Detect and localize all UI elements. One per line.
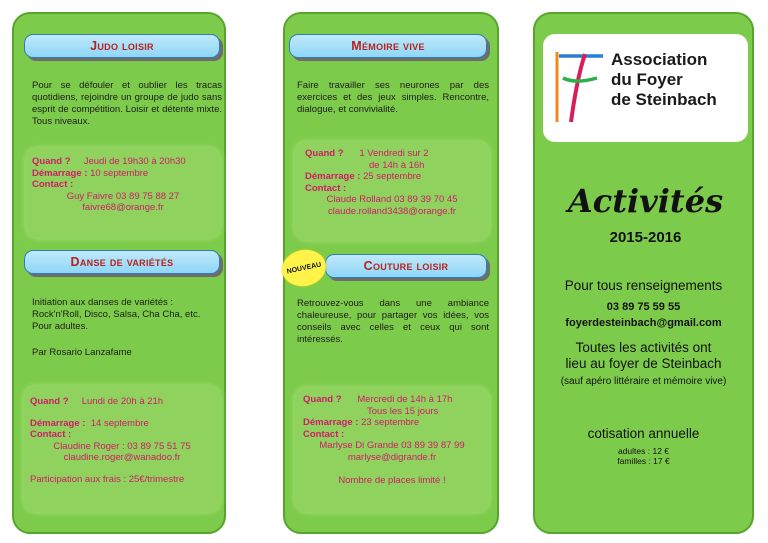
cover-title: Activités (567, 182, 724, 220)
danse-demarrage-value: 14 septembre (90, 417, 149, 429)
memoire-demarrage-label: Démarrage : (305, 171, 361, 182)
logo (543, 34, 748, 142)
couture-places: Nombre de places limité ! (338, 475, 446, 486)
judo-demarrage-value: 10 septembre (90, 167, 149, 179)
cotisation-title: cotisation annuelle (587, 426, 700, 441)
couture-demarrage-label: Démarrage : (303, 417, 359, 428)
judo-title-text: Judo loisir (90, 39, 154, 53)
couture-title-text: Couture loisir (363, 259, 449, 273)
couture-contact-label: Contact : (303, 428, 345, 440)
cover-years: 2015-2016 (609, 229, 682, 246)
cotisation-details (535, 446, 752, 466)
judo-info-box (26, 148, 220, 238)
logo-line2: du Foyer (611, 70, 683, 89)
memoire-contact-line1: Claude Rolland 03 89 39 70 45 (326, 194, 458, 205)
lieu-line2: lieu au foyer de Steinbach (565, 356, 722, 371)
judo-quand-label: Quand ? (32, 156, 71, 167)
memoire-title (289, 34, 487, 58)
judo-contact-line2: faivre68@orange.fr (82, 202, 164, 213)
danse-title (24, 250, 220, 274)
couture-contact-line2: marlyse@digrande.fr (347, 451, 437, 463)
memoire-quand-label: Quand ? (305, 148, 344, 159)
couture-title (325, 254, 487, 278)
nouveau-badge-text: NOUVEAU (286, 260, 322, 276)
couture-demarrage-value: 23 septembre (361, 417, 420, 428)
couture-info-box (295, 388, 489, 512)
judo-description: Pour se défouler et oublier les tracas quotidiens, rejoindre un groupe de judo sans esprit de compétition. Loisir et détente mixte. Tous niveaux. (32, 80, 222, 127)
judo-contact-label: Contact : (32, 179, 74, 190)
contact-email: foyerdesteinbach@gmail.com (565, 317, 722, 329)
couture-quand-label: Quand ? (303, 394, 342, 405)
judo-contact-line1: Guy Faivre 03 89 75 88 27 (66, 190, 180, 202)
lieu-text (535, 340, 752, 372)
couture-description: Retrouvez-vous dans une ambiance chaleureuse, pour partager vos idées, vos conseils avec celles et ceux qui sont intéressés. (297, 298, 489, 345)
memoire-quand-value2: de 14h à 16h (369, 159, 425, 171)
danse-description: Initiation aux danses de variétés : Rock'n'Roll, Disco, Salsa, Cha Cha, etc. Pour adultes. (32, 297, 201, 332)
memoire-info-box (295, 142, 489, 240)
memoire-contact-label: Contact : (305, 182, 347, 194)
renseignements-label: Pour tous renseignements (564, 278, 723, 293)
memoire-description: Faire travailler ses neurones par des exercices et des jeux simples. Rencontre, dialogue, et convivialité. (297, 80, 489, 115)
judo-quand-value: Jeudi de 19h30 à 20h30 (83, 156, 186, 167)
memoire-contact-line2: claude.rolland3438@orange.fr (328, 205, 456, 217)
cotisation-familles: familles : 17 € (617, 456, 670, 466)
logo-line1: Association (611, 50, 708, 69)
memoire-title-text: Mémoire vive (351, 39, 425, 53)
couture-contact-line1: Marlyse Di Grande 03 89 39 87 99 (319, 440, 465, 451)
contact-phone: 03 89 75 59 55 (606, 301, 681, 313)
danse-author: Par Rosario Lanzafame (32, 347, 132, 358)
couture-quand-value1: Mercredi de 14h à 17h (357, 394, 453, 405)
judo-title (24, 34, 220, 58)
foyer-logo-icon (549, 48, 609, 128)
danse-participation: Participation aux frais : 25€/trimestre (30, 473, 185, 485)
lieu-note: (sauf apéro littéraire et mémoire vive) (560, 376, 727, 387)
memoire-quand-value1: 1 Vendredi sur 2 (359, 148, 429, 159)
logo-text (611, 50, 717, 110)
lieu-line1: Toutes les activités ont (575, 340, 712, 355)
panel-cover (533, 12, 754, 534)
memoire-demarrage-value: 25 septembre (363, 171, 422, 182)
danse-quand-label: Quand ? (30, 396, 69, 407)
danse-title-text: Danse de variétés (70, 255, 174, 269)
logo-line3: de Steinbach (611, 90, 717, 109)
danse-contact-label: Contact : (30, 429, 72, 440)
panel-judo-danse (12, 12, 226, 534)
couture-quand-value2: Tous les 15 jours (367, 405, 439, 417)
danse-quand-value: Lundi de 20h à 21h (81, 396, 164, 407)
danse-demarrage-label: Démarrage : (30, 417, 86, 429)
judo-demarrage-label: Démarrage : (32, 167, 88, 179)
danse-contact-line2: claudine.roger@wanadoo.fr (63, 452, 181, 463)
danse-contact-line1: Claudine Roger : 03 89 75 51 75 (53, 440, 191, 452)
cotisation-adultes: adultes : 12 € (617, 446, 670, 456)
danse-info-box (24, 386, 220, 512)
